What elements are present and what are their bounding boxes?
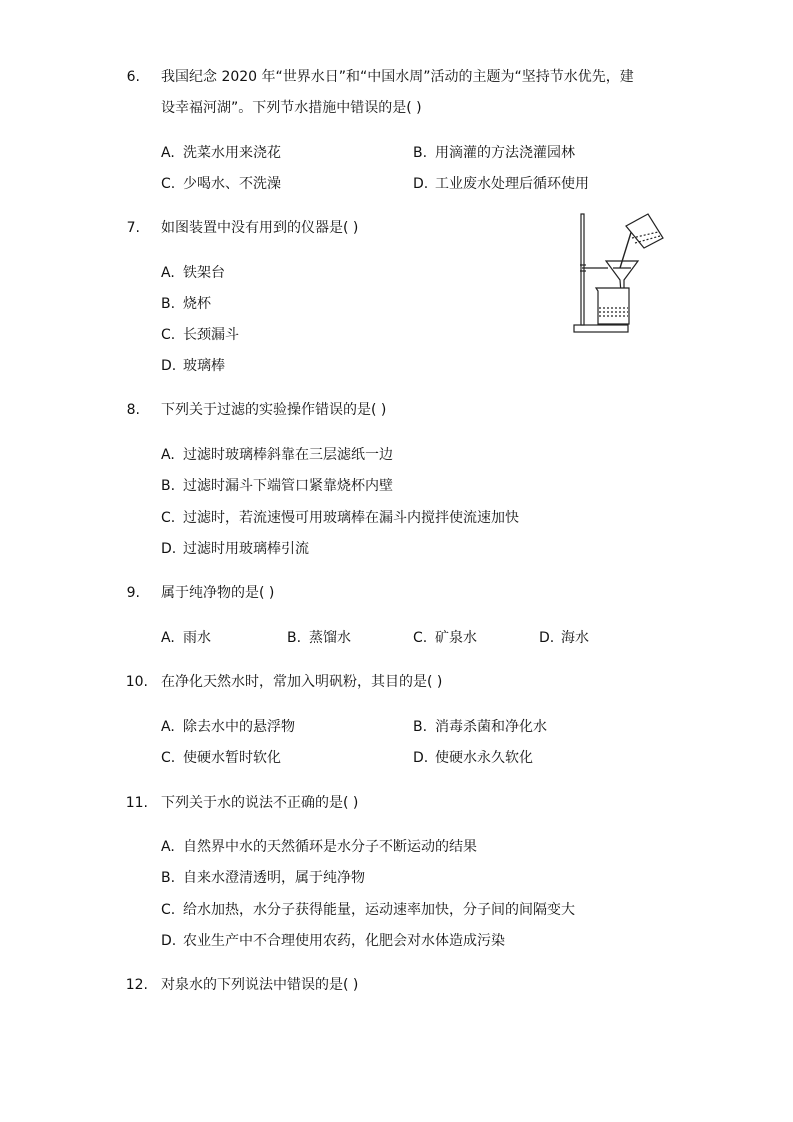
option-label: D. bbox=[161, 358, 177, 374]
option-text: 自然界中水的天然循环是水分子不断运动的结果 bbox=[183, 839, 477, 855]
option-text: 使硬水暂时软化 bbox=[183, 750, 281, 766]
option-b[interactable] bbox=[287, 628, 351, 648]
option-text: 过滤时，若流速慢可用玻璃棒在漏斗内搅拌使流速加快 bbox=[183, 510, 519, 526]
iron-stand-base bbox=[574, 325, 628, 332]
option-label: A. bbox=[161, 630, 175, 646]
option-d[interactable] bbox=[161, 539, 309, 559]
option-text: 烧杯 bbox=[183, 296, 211, 312]
option-text: 使硬水永久软化 bbox=[435, 750, 533, 766]
option-b[interactable] bbox=[413, 143, 575, 163]
option-text: 少喝水、不洗澡 bbox=[183, 176, 281, 192]
option-label: D. bbox=[539, 630, 555, 646]
option-text: 洗菜水用来浇花 bbox=[183, 145, 281, 161]
option-label: A. bbox=[161, 145, 175, 161]
option-b[interactable] bbox=[161, 868, 365, 888]
option-text: 矿泉水 bbox=[435, 630, 477, 646]
option-label: A. bbox=[161, 839, 175, 855]
option-label: A. bbox=[161, 719, 175, 735]
question-stem-line-1: 对泉水的下列说法中错误的是( ) bbox=[161, 977, 359, 993]
option-text: 过滤时用玻璃棒引流 bbox=[183, 541, 309, 557]
option-label: D. bbox=[413, 176, 429, 192]
option-label: B. bbox=[161, 870, 176, 886]
option-c[interactable] bbox=[161, 900, 575, 920]
option-c[interactable] bbox=[413, 628, 477, 648]
option-text: 农业生产中不合理使用农药，化肥会对水体造成污染 bbox=[183, 933, 505, 949]
option-a[interactable] bbox=[161, 717, 295, 737]
option-text: 过滤时玻璃棒斜靠在三层滤纸一边 bbox=[183, 447, 393, 463]
option-text: 蒸馏水 bbox=[309, 630, 351, 646]
option-label: B. bbox=[161, 296, 176, 312]
option-text: 雨水 bbox=[183, 630, 211, 646]
option-label: D. bbox=[161, 933, 177, 949]
question-stem-line-1: 下列关于过滤的实验操作错误的是( ) bbox=[161, 402, 387, 418]
option-d[interactable] bbox=[161, 931, 505, 951]
option-label: C. bbox=[413, 630, 428, 646]
option-a[interactable] bbox=[161, 143, 281, 163]
option-label: D. bbox=[413, 750, 429, 766]
option-text: 过滤时漏斗下端管口紧靠烧杯内壁 bbox=[183, 478, 393, 494]
question-stem-line-1: 下列关于水的说法不正确的是( ) bbox=[161, 795, 359, 811]
option-d[interactable] bbox=[413, 174, 589, 194]
question-number: 6. bbox=[126, 69, 140, 85]
filtration-apparatus-figure bbox=[568, 208, 668, 338]
option-d[interactable] bbox=[413, 748, 533, 768]
option-text: 自来水澄清透明，属于纯净物 bbox=[183, 870, 365, 886]
option-label: C. bbox=[161, 510, 176, 526]
question-number: 7. bbox=[126, 220, 140, 236]
option-text: 用滴灌的方法浇灌园林 bbox=[435, 145, 575, 161]
option-a[interactable] bbox=[161, 837, 477, 857]
pouring-beaker bbox=[626, 214, 663, 248]
beaker bbox=[596, 288, 629, 324]
option-c[interactable] bbox=[161, 508, 519, 528]
question-number: 8. bbox=[126, 402, 140, 418]
question-stem-line-1: 我国纪念 2020 年“世界水日”和“中国水周”活动的主题为“坚持节水优先，建 bbox=[161, 69, 634, 85]
option-label: A. bbox=[161, 265, 175, 281]
option-c[interactable] bbox=[161, 325, 239, 345]
question-number: 12. bbox=[125, 977, 148, 993]
option-b[interactable] bbox=[161, 476, 393, 496]
option-c[interactable] bbox=[161, 174, 281, 194]
iron-stand-rod bbox=[581, 214, 584, 325]
option-b[interactable] bbox=[161, 294, 211, 314]
option-text: 给水加热，水分子获得能量，运动速率加快，分子间的间隔变大 bbox=[183, 902, 575, 918]
option-a[interactable] bbox=[161, 445, 393, 465]
option-c[interactable] bbox=[161, 748, 281, 768]
option-text: 长颈漏斗 bbox=[183, 327, 239, 343]
question-number: 11. bbox=[125, 795, 148, 811]
option-text: 消毒杀菌和净化水 bbox=[435, 719, 547, 735]
question-stem-line-1: 在净化天然水时，常加入明矾粉，其目的是( ) bbox=[161, 674, 443, 690]
option-label: B. bbox=[161, 478, 176, 494]
option-text: 铁架台 bbox=[183, 265, 225, 281]
option-d[interactable] bbox=[539, 628, 589, 648]
option-a[interactable] bbox=[161, 628, 211, 648]
option-label: C. bbox=[161, 750, 176, 766]
option-b[interactable] bbox=[413, 717, 547, 737]
option-a[interactable] bbox=[161, 263, 225, 283]
option-label: C. bbox=[161, 327, 176, 343]
option-text: 工业废水处理后循环使用 bbox=[435, 176, 589, 192]
question-stem-line-1: 如图装置中没有用到的仪器是( ) bbox=[161, 220, 359, 236]
option-label: B. bbox=[287, 630, 302, 646]
option-text: 海水 bbox=[561, 630, 589, 646]
option-label: C. bbox=[161, 176, 176, 192]
question-stem-line-1: 属于纯净物的是( ) bbox=[161, 585, 275, 601]
option-text: 除去水中的悬浮物 bbox=[183, 719, 295, 735]
question-stem-line-2: 设幸福河湖”。下列节水措施中错误的是( ) bbox=[161, 100, 422, 116]
option-text: 玻璃棒 bbox=[183, 358, 225, 374]
option-label: C. bbox=[161, 902, 176, 918]
option-label: B. bbox=[413, 145, 428, 161]
question-number: 9. bbox=[126, 585, 140, 601]
option-d[interactable] bbox=[161, 356, 225, 376]
option-label: D. bbox=[161, 541, 177, 557]
option-label: B. bbox=[413, 719, 428, 735]
question-number: 10. bbox=[125, 674, 148, 690]
option-label: A. bbox=[161, 447, 175, 463]
